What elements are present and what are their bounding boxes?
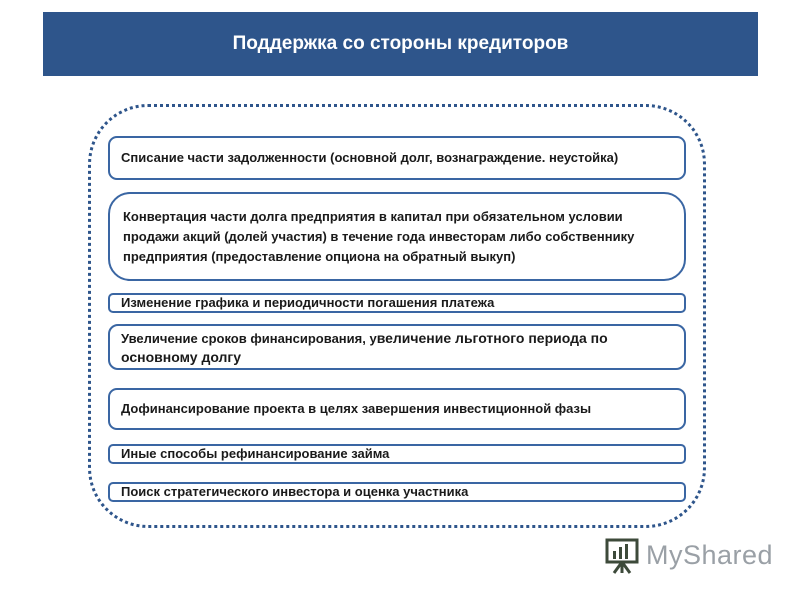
item-text: Иные способы рефинансирование займа — [121, 446, 390, 461]
item-text: Конвертация части долга предприятия в капитал при обязательном условии продажи акций (долей участия) в течение года инвесторам либо собственнику предприятия (предоставление опциона на обратный выкуп) — [123, 209, 635, 264]
item-additional-financing — [108, 388, 686, 430]
item-text: Списание части задолженности (основной долг, вознаграждение. неустойка) — [121, 150, 619, 165]
item-text: Поиск стратегического инвестора и оценка участника — [121, 484, 469, 499]
page-title: Поддержка со стороны кредиторов — [232, 33, 569, 54]
item-debt-write-off — [108, 136, 686, 180]
logo — [604, 532, 774, 578]
item-strategic-investor — [108, 482, 686, 502]
item-text-part1: Увеличение сроков финансирования, у — [121, 331, 377, 346]
item-term-extension — [108, 324, 686, 370]
item-text: Дофинансирование проекта в целях завершения инвестиционной фазы — [121, 401, 592, 416]
item-other-refinancing — [108, 444, 686, 464]
item-debt-to-equity — [108, 192, 686, 281]
header-bar — [43, 12, 758, 76]
item-text: Изменение графика и периодичности погашения платежа — [121, 295, 495, 310]
item-text-part2: величение льготного периода по основному долгу — [121, 330, 608, 365]
logo-text: MyShared — [646, 539, 774, 570]
item-schedule-change — [108, 293, 686, 313]
presentation-board-icon — [604, 535, 640, 575]
